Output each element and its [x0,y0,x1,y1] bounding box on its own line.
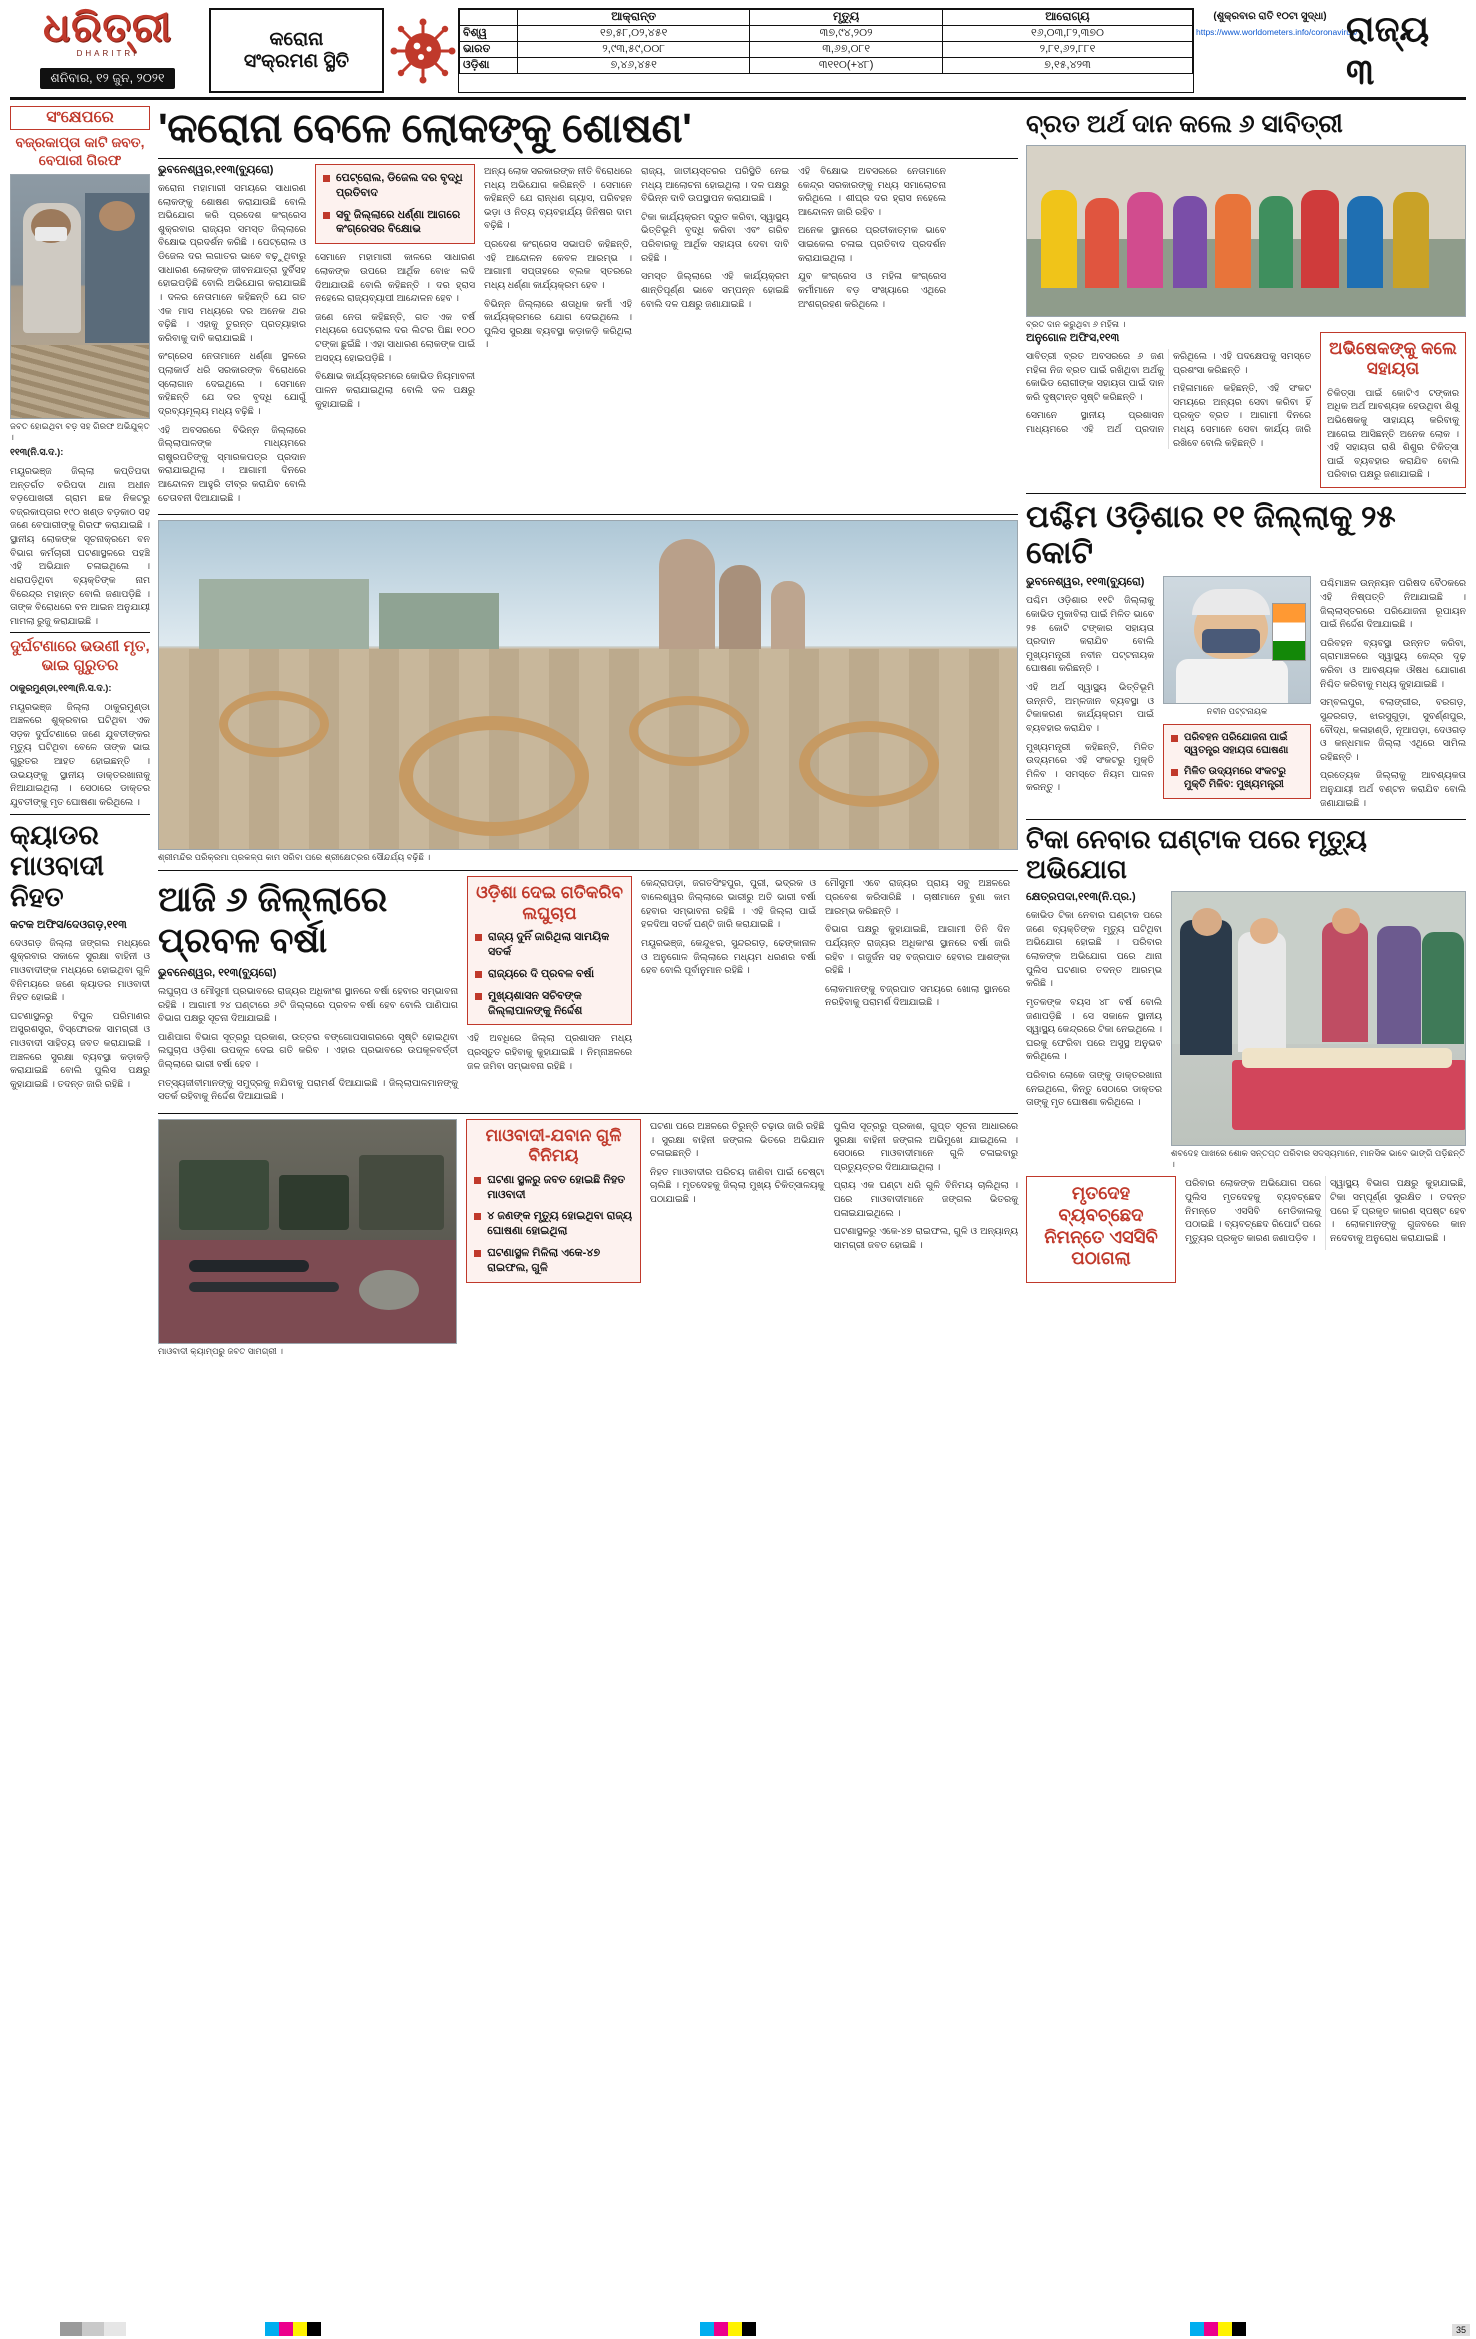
brief-title-1: ବଜ୍ରକାପ୍ତା କାଟି ଜବତ, ବେପାରୀ ଗିରଫ [15,134,145,168]
divider [158,514,1018,515]
vaccine-dateline: କ୍ଷେତ୍ରପଦା,୧୧୩(ନି.ପ୍ର.) [1026,891,1136,904]
rain-text-9: ଲୋକମାନଙ୍କୁ ବଜ୍ରପାତ ସମୟରେ ଖୋଲା ସ୍ଥାନରେ ନରହିବାକୁ ପରାମର୍ଶ ଦିଆଯାଇଛି । [825,982,1010,1008]
abhishek-box [1320,332,1466,488]
maoist-text-c: ପୁଲିସ ସୂତ୍ରରୁ ପ୍ରକାଶ, ଗୁପ୍ତ ସୂଚନା ଆଧାରରେ ସୁରକ୍ଷା ବାହିନୀ ଜଙ୍ଗଲ ଅଭିମୁଖେ ଯାଇଥିଲେ । ସେଠାରେ ମାଓବାଦୀମାନେ ଗୁଳି ଚଳାଇବାରୁ ପ୍ରତ୍ୟୁତ୍ତର ଦିଆଯାଇଥିଲା । [833,1119,1018,1172]
abhishek-body: ଚିକିତ୍ସା ପାଇଁ କୋଟିଏ ଟଙ୍କାର ଅଧିକ ଅର୍ଥ ଆବଶ୍ୟକ ହେଉଥିବା ଶିଶୁ ଅଭିଷେକକୁ ସାହାଯ୍ୟ କରିବାକୁ ଆଗେଇ ଆସିଛନ୍ତି ଅନେକ ଲୋକ । ଏହି ସହାୟତା ରାଶି ଶିଶୁର ଚିକିତ୍ସା ପାଇଁ ବ୍ୟବହାର କରାଯିବ ବୋଲି ପରିବାର ପକ୍ଷରୁ ଜଣାଯାଇଛି । [1327,386,1459,480]
savitri-photo-caption: ବ୍ରତ ଦାନ କରୁଥିବା ୬ ମହିଳା । [1026,318,1126,329]
stats-row0-v2: ୧୬,୦୩,୮୨,୩୭୦ [942,26,1192,42]
stats-row2-label: ଓଡ଼ିଶା [460,58,518,74]
rain-box-title: ଓଡ଼ିଶା ଦେଇ ଗତିକରିବ ଲଘୁଚାପ [476,883,623,923]
maoist-photo-col [158,1119,457,1359]
vaccine-text-5: ସ୍ୱାସ୍ଥ୍ୟ ବିଭାଗ ପକ୍ଷରୁ କୁହାଯାଇଛି, ଟିକା ସମ୍ପୂର୍ଣ୍ଣ ସୁରକ୍ଷିତ । ତଦନ୍ତ ପରେ ହିଁ ପ୍ରକୃତ କାରଣ ସ୍ପଷ୍ଟ ହେବ । ଲୋକମାନଙ୍କୁ ଗୁଜବରେ କାନ ନଦେବାକୁ ଅନୁରୋଧ କରାଯାଇଛି । [1330,1177,1466,1243]
lead-col-4 [641,164,789,509]
lead-text-13: ଏହି ବିକ୍ଷୋଭ ଅବସରରେ ନେତାମାନେ କେନ୍ଦ୍ର ସରକାରଙ୍କୁ ମଧ୍ୟ ସମାଲୋଚନା କରିଥିଲେ । ଶୀଘ୍ର ଦର ହ୍ରାସ ନହେଲେ ଆନ୍ଦୋଳନ ଜାରି ରହିବ । [798,164,946,217]
brief-body-1 [10,445,150,627]
vaccine-more-col [1185,1176,1466,1282]
lead-dateline: ଭୁବନେଶ୍ୱର,୧୧୩(ବ୍ୟୁରୋ) [158,163,274,176]
savitri-headline: ବ୍ରତ ଅର୍ଥ ଦାନ କଲେ ୬ ସାବିତ୍ରୀ [1026,110,1343,138]
scb-box-col [1026,1176,1176,1282]
brief-text-2: ମୟୂରଭଞ୍ଜ ଜିଲ୍ଲା ଠାକୁରମୁଣ୍ଡା ଅଞ୍ଚଳରେ ଶୁକ୍ରବାର ଘଟିଥିବା ଏକ ସଡ଼କ ଦୁର୍ଘଟଣାରେ ଜଣେ ଯୁବତୀଙ୍କର ମୃତ୍ୟୁ ଘଟିଥିବା ବେଳେ ତାଙ୍କ ଭାଇ ଗୁରୁତର ଆହତ ହୋଇଛନ୍ତି । ଉଭୟଙ୍କୁ ସ୍ଥାନୀୟ ଡାକ୍ତରଖାନାକୁ ନିଆଯାଇଥିଲା । ସେଠାରେ ଡାକ୍ତର ଯୁବତୀଙ୍କୁ ମୃତ ଘୋଷଣା କରିଥିଲେ । [10,700,150,807]
vaccine-photo [1171,891,1466,1146]
list-item: ମୁଖ୍ୟଶାସନ ସଚିବଙ୍କ ଜିଲ୍ଲାପାଳଙ୍କୁ ନିର୍ଦ୍ଦେଶ [475,989,624,1019]
west-odisha-text-7: ପ୍ରତ୍ୟେକ ଜିଲ୍ଲାକୁ ଆବଶ୍ୟକତା ଅନୁଯାୟୀ ଅର୍ଥ ବଣ୍ଟନ କରାଯିବ ବୋଲି ଜଣାଯାଇଛି । [1320,769,1466,808]
table-row [460,42,1193,58]
maoist-box-col [466,1119,641,1359]
divider [10,814,150,815]
list-item: ରାଜ୍ୟ ଦୁନିଁ ଜାରିଥିଲା ସାମୟିକ ସତର୍କ [475,930,624,960]
vaccine-text-2: ମୃତକଙ୍କ ବୟସ ୪୮ ବର୍ଷ ବୋଲି ଜଣାପଡ଼ିଛି । ସେ ସକାଳେ ସ୍ଥାନୀୟ ସ୍ୱାସ୍ଥ୍ୟ କେନ୍ଦ୍ରରେ ଟିକା ନେଇଥିଲେ । ଘରକୁ ଫେରିବା ପରେ ଅସୁସ୍ଥ ଅନୁଭବ କରିଥିଲେ । [1026,995,1162,1062]
vaccine-photo-caption: ଶବଦେହ ପାଖରେ ଶୋକ ସନ୍ତପ୍ତ ପରିବାର ସଦସ୍ୟମାନେ, ମାନସିକ ଭାବେ ଭାଙ୍ଗି ପଡ଼ିଛନ୍ତି । [1171,1148,1466,1170]
scb-title: ମୃତଦେହ ବ୍ୟବଚ୍ଛେଦ ନିମନ୍ତେ ଏସସିବି ପଠାଗଲା [1044,1183,1158,1269]
lead-text-4: ସେମାନେ ମହାମାରୀ କାଳରେ ସାଧାରଣ ଲୋକଙ୍କ ଉପରେ ଆର୍ଥିକ ବୋଝ ଲଦି ଦିଆଯାଉଛି ବୋଲି କହିଛନ୍ତି । ଦର ହ୍ରାସ ନହେଲେ ରାଜ୍ୟବ୍ୟାପୀ ଆନ୍ଦୋଳନ ହେବ । [315,251,475,304]
maoist-photo-caption: ମାଓବାଦୀ କ୍ୟାମ୍ପରୁ ଜବତ ସାମଗ୍ରୀ । [158,1345,284,1356]
rain-text-5: କେନ୍ଦ୍ରାପଡ଼ା, ଜଗତସିଂହପୁର, ପୁରୀ, ଭଦ୍ରକ ଓ ବାଲେଶ୍ୱର ଜିଲ୍ଲାରେ ଭାରୀରୁ ଅତି ଭାରୀ ବର୍ଷା ହେବାର ସମ୍ଭାବନା ରହିଛି । ଏହି ଜିଲ୍ଲା ପାଇଁ ହଳଦିଆ ସତର୍କ ଘଣ୍ଟି ଜାରି କରାଯାଇଛି । [641,877,816,930]
worldometer-link[interactable]: https://www.worldometers.info/coronavirus/ [1196,26,1358,37]
abhishek-box-col [1320,332,1466,488]
masthead [10,5,1466,100]
list-item: ମିଳିତ ଉଦ୍ୟମରେ ସଂକଟରୁ ମୁକ୍ତି ମିଳିବ: ମୁଖ୍ୟମନ୍ତ୍ରୀ [1171,765,1303,792]
stats-row0-v0: ୧୭,୫୮,୦୨,୪୫୧ [518,26,750,42]
divider [1026,493,1466,494]
lead-body-2 [315,250,475,410]
west-odisha-body [1026,593,1154,794]
corona-title-line2: ସଂକ୍ରମଣ ସ୍ଥିତି [243,50,350,72]
publication-date: ଶନିବାର, ୧୨ ଜୁନ, ୨୦୨୧ [40,68,174,89]
maoist-col-3 [650,1119,825,1359]
lead-col-1 [158,164,306,509]
savitri-photo [1026,145,1466,317]
rain-text-2: ପାଣିପାଗ ବିଭାଗ ସୂତ୍ରରୁ ପ୍ରକାଶ, ଉତ୍ତର ବଙ୍ଗୋପସାଗରରେ ସୃଷ୍ଟି ହୋଇଥିବା ଲଘୁଚାପ ଓଡ଼ିଶା ଉପକୂଳ ଦେଇ ଗତି କରିବ । ଏହାର ପ୍ରଭାବରେ ଉପକୂଳବର୍ତ୍ତୀ ଜିଲ୍ଲାରେ ଭାରୀ ବର୍ଷା ହେବ । [158,1030,458,1070]
newspaper-logo [10,5,205,93]
lead-text: କରୋନା ମହାମାରୀ ସମୟରେ ସାଧାରଣ ଲୋକଙ୍କୁ ଶୋଷଣ କରାଯାଉଛି ବୋଲି ଅଭିଯୋଗ କରି ପ୍ରଦେଶ କଂଗ୍ରେସ ଶୁକ୍ରବାର ରାଜ୍ୟର ସମସ୍ତ ଜିଲ୍ଲାରେ ବିକ୍ଷୋଭ ପ୍ରଦର୍ଶନ କରିଛି । ପେଟ୍ରୋଲ ଓ ଡିଜେଲ ଦର ଲଗାତର ଭାବେ ବଢ଼ୁଥିବାରୁ ସାଧାରଣ ଲୋକଙ୍କ ଜୀବନଯାତ୍ରା ଦୁର୍ବିସହ ହୋଇପଡ଼ିଛି ବୋଲି ଅଭିଯୋଗ କରାଯାଇଛି । ଦଳର ନେତାମାନେ କହିଛନ୍ତି ଯେ ଗତ ଏକ ମାସ ମଧ୍ୟରେ ଦର ଅନେକ ଥର ବଢ଼ିଛି । ଏହାକୁ ତୁରନ୍ତ ପ୍ରତ୍ୟାହାର କରିବାକୁ ଦାବି କରାଯାଇଛି । [158,181,306,343]
stats-row0-v1: ୩୭,୯୪,୨୦୨ [750,26,943,42]
divider [10,632,150,633]
lead-text-10: ରାଜ୍ୟ, ଜାତୀୟସ୍ତରର ପରିସ୍ଥିତି ନେଇ ମଧ୍ୟ ଆଲୋଚନା ହୋଇଥିଲା । ଦଳ ପକ୍ଷରୁ ବିଭିନ୍ନ ଦାବି ଉପସ୍ଥାପନ କରାଯାଇଛି । [641,164,789,204]
west-odisha-text-4: ପଶ୍ଚିମାଞ୍ଚଳ ଉନ୍ନୟନ ପରିଷଦ ବୈଠକରେ ଏହି ନିଷ୍ପତ୍ତି ନିଆଯାଇଛି । ଜିଲ୍ଲାସ୍ତରରେ ପରିଯୋଜନା ରୂପାୟନ ପାଇଁ ନିର୍ଦ୍ଦେଶ ଦିଆଯାଇଛି । [1320,577,1466,630]
list-item: ପେଟ୍ରୋଲ, ଡିଜେଲ ଦର ବୃଦ୍ଧି ପ୍ରତିବାଦ [323,171,467,201]
lead-col-3 [484,164,632,509]
cmyk-bar-3 [1190,2322,1246,2336]
worldometer-source [1194,8,1358,93]
list-item: ଘଟଣାସ୍ଥଳ ମିଳିଲା ଏକେ-୪୭ ରାଇଫଲ, ଗୁଳି [474,1246,633,1276]
briefs-heading: ସଂକ୍ଷେପରେ [10,106,150,130]
cm-photo [1163,576,1311,704]
rain-col-3 [641,876,816,1108]
page-body [10,106,1466,1359]
divider [158,870,1018,871]
list-item: ପରିବହନ ପରିଯୋଜନା ପାଇଁ ସ୍ୱତନ୍ତ୍ର ସହାୟତା ଘୋଷଣା [1171,731,1303,758]
stats-row2-v0: ୭,୪୬,୪୫୧ [518,58,750,74]
west-odisha-text-col [1026,576,1154,814]
maoist-text: ଦେଓଗଡ଼ ଜିଲ୍ଲା ଜଙ୍ଗଲ ମଧ୍ୟରେ ଶୁକ୍ରବାର ସକାଳେ ସୁରକ୍ଷା ବାହିନୀ ଓ ମାଓବାଦୀଙ୍କ ମଧ୍ୟରେ ହୋଇଥିବା ଗୁଳି ବିନିମୟରେ ଜଣେ କ୍ୟାଡର ମାଓବାଦୀ ନିହତ ହୋଇଛି । [10,936,150,1003]
savitri-text: ସାବିତ୍ରୀ ବ୍ରତ ଅବସରରେ ୬ ଜଣ ମହିଳା ନିଜ ବ୍ରତ ପାଇଁ ରଖିଥିବା ଅର୍ଥକୁ କୋଭିଡ ରୋଗୀଙ୍କ ସହାୟତା ପାଇଁ ଦାନ କରି ଦୃଷ୍ଟାନ୍ତ ସୃଷ୍ଟି କରିଛନ୍ତି । [1026,349,1164,402]
center-column [158,106,1018,1359]
list-item: ରାଜ୍ୟରେ ଦି ପ୍ରବଳ ବର୍ଷା [475,967,624,982]
vaccine-body [1026,908,1162,1109]
lead-bullet-box [315,164,475,244]
west-odisha-text-2: ଏହି ଅର୍ଥ ସ୍ୱାସ୍ଥ୍ୟ ଭିତ୍ତିଭୂମି ଉନ୍ନତି, ଅମ୍ଳଜାନ ବ୍ୟବସ୍ଥା ଓ ଟିକାକରଣ କାର୍ଯ୍ୟକ୍ରମ ପାଇଁ ବ୍ୟବହାର କରାଯିବ । [1026,681,1154,733]
vaccine-text-4: ପରିବାର ଲୋକଙ୍କ ଅଭିଯୋଗ ପରେ ପୁଲିସ ମୃତଦେହକୁ ବ୍ୟବଚ୍ଛେଦ ନିମନ୍ତେ ଏସସିବି ମେଡିକାଲକୁ ପଠାଇଛି । ବ୍ୟବଚ୍ଛେଦ ରିପୋର୍ଟ ପରେ ମୃତ୍ୟୁର ପ୍ରକୃତ କାରଣ ଜଣାପଡ଼ିବ । [1185,1177,1321,1243]
temple-photo-caption: ଶ୍ରୀମନ୍ଦିର ପରିକ୍ରମା ପ୍ରକଳ୍ପ କାମ ସରିବା ପରେ ଶ୍ରୀକ୍ଷେତ୍ରର ସୌନ୍ଦର୍ଯ୍ୟ ବଢ଼ିଛି । [158,852,431,863]
rain-left [158,876,458,1108]
flag-icon [1272,603,1306,661]
lead-body-1 [158,181,306,504]
stats-row2-v1: ୩୧୧୦(+୪୮) [750,58,943,74]
logo-subtext: DHARITRI [76,49,139,58]
scb-box [1026,1176,1176,1282]
lead-text-12: ସମସ୍ତ ଜିଲ୍ଲାରେ ଏହି କାର୍ଯ୍ୟକ୍ରମ ଶାନ୍ତିପୂର୍ଣ୍ଣ ଭାବେ ସମ୍ପନ୍ନ ହୋଇଛି ବୋଲି ଦଳ ପକ୍ଷରୁ ଜଣାଯାଇଛି । [641,270,789,309]
stats-row1-v2: ୨,୮୧,୬୨,୮୮୧ [942,42,1192,58]
virus-icon [388,8,458,93]
rain-dateline: ଭୁବନେଶ୍ୱର, ୧୧୩(ବ୍ୟୁରୋ) [158,966,277,979]
maoist-body-left [10,936,150,1091]
stats-row1-label: ଭାରତ [460,42,518,58]
list-item: ଘଟଣା ସ୍ଥଳରୁ ଜବତ ହୋଇଛି ନିହତ ମାଓବାଦୀ [474,1173,633,1203]
maoist-box-title: ମାଓବାଦୀ-ଯବାନ ଗୁଳି ବିନିମୟ [485,1125,622,1166]
maoist-text-extra: ଘଟଣାସ୍ଥଳରୁ ବିପୁଳ ପରିମାଣର ଅସ୍ତ୍ରଶସ୍ତ୍ର, ବିସ୍ଫୋରକ ସାମଗ୍ରୀ ଓ ମାଓବାଦୀ ସାହିତ୍ୟ ଜବତ କରାଯାଇଛି । ଅଞ୍ଚଳରେ ସୁରକ୍ଷା ବ୍ୟବସ୍ଥା କଡ଼ାକଡ଼ି କରାଯାଇଛି ବୋଲି ପୁଲିସ ପକ୍ଷରୁ କୁହାଯାଇଛି । ତଦନ୍ତ ଜାରି ରହିଛି । [10,1009,150,1089]
west-odisha-text: ପଶ୍ଚିମ ଓଡ଼ିଶାର ୧୧ଟି ଜିଲ୍ଲାକୁ କୋଭିଡ ମୁକାବିଲା ପାଇଁ ମିଳିତ ଭାବେ ୨୫ କୋଟି ଟଙ୍କାର ସହାୟତା ପ୍ରଦାନ କରାଯିବ ବୋଲି ମୁଖ୍ୟମନ୍ତ୍ରୀ ନବୀନ ପଟ୍ଟନାୟକ ଘୋଷଣା କରିଛନ୍ତି । [1026,594,1154,674]
worldometer-note: (ଶୁକ୍ରବାର ରାତି ୧୦ଟା ସୁଦ୍ଧା) [1213,11,1327,22]
vaccine-headline: ଟିକା ନେବାର ଘଣ୍ଟାକ ପରେ ମୃତ୍ୟୁ ଅଭିଯୋଗ [1026,824,1367,885]
brief-text-1: ମୟୂରଭଞ୍ଜ ଜିଲ୍ଲା କପ୍ତିପଦା ଅନ୍ତର୍ଗତ ବରିପଦା ଥାନା ଅଧୀନ ବଡ଼ପୋଖରୀ ଗ୍ରାମ ଛକ ନିକଟରୁ ବଜ୍ରକାପ୍ତାର ୧୯୦ ଖଣ୍ଡ ବଡ଼କାଠ ସହ ଜଣେ ବେପାରୀଙ୍କୁ ଗିରଫ କରାଯାଇଛି । ସ୍ଥାନୀୟ ଲୋକଙ୍କ ସୂଚନାକ୍ରମେ ବନ ବିଭାଗ କର୍ମଚାରୀ ଘଟଣାସ୍ଥଳରେ ପହଞ୍ଚି ଏହି ଅଭିଯାନ ଚଳାଇଥିଲେ । ଧରାପଡ଼ିଥିବା ବ୍ୟକ୍ତିଙ୍କ ନାମ ବିରେନ୍ଦ୍ର ମହାନ୍ତ ବୋଲି ଜଣାପଡ଼ିଛି । ତାଙ୍କ ବିରୋଧରେ ବନ ଆଇନ ଅନୁଯାୟୀ ମାମଲା ରୁଜୁ କରାଯାଇଛି । [10,464,150,626]
cm-photo-col [1163,576,1311,814]
rain-box-col [467,876,632,1108]
section-label: ରାଜ୍ୟ ୩ [1346,7,1430,92]
temple-photo [158,520,1018,850]
stats-row2-v2: ୭,୧୫,୪୨୩ [942,58,1192,74]
covid-stats-table [458,8,1194,93]
lead-headline: 'କରୋନା ବେଳେ ଲୋକଙ୍କୁ ଶୋଷଣ' [158,105,692,151]
savitri-dateline: ଅନୁଗୋଳ ଅଫିସ,୧୧୩ [1026,331,1120,344]
rain-col-4 [825,876,1010,1108]
vaccine-text: କୋଭିଡ ଟିକା ନେବାର ଘଣ୍ଟାକ ପରେ ଜଣେ ବ୍ୟକ୍ତିଙ୍କ ମୃତ୍ୟୁ ଘଟିଥିବା ଅଭିଯୋଗ ହୋଇଛି । ପରିବାର ଲୋକଙ୍କ ଅଭିଯୋଗ ପରେ ଥାନା ପୁଲିସ ଘଟଣାର ତଦନ୍ତ ଆରମ୍ଭ କରିଛି । [1026,909,1162,989]
brief-dateline-2: ଠାକୁରମୁଣ୍ଡା,୧୧୩(ନି.ସ.ଦ.): [10,681,112,693]
west-odisha-dateline: ଭୁବନେଶ୍ୱର, ୧୧୩(ବ୍ୟୁରୋ) [1026,576,1145,589]
brief-title-2: ଦୁର୍ଘଟଣାରେ ଭଉଣୀ ମୃତ, ଭାଇ ଗୁରୁତର [10,638,150,675]
rain-headline: ଆଜି ୬ ଜିଲ୍ଲାରେ ପ୍ରବଳ ବର୍ଷା [158,880,388,960]
savitri-text-col [1026,332,1311,488]
corona-status-title [209,8,384,93]
brief-dateline-1: ୧୧୩(ନି.ସ.ଦ.): [10,446,64,458]
west-odisha-col-3 [1320,576,1466,814]
print-registration-bar [0,2317,1476,2339]
west-odisha-text-3: ମୁଖ୍ୟମନ୍ତ୍ରୀ କହିଛନ୍ତି, ମିଳିତ ଉଦ୍ୟମରେ ଏହି ସଂକଟରୁ ମୁକ୍ତି ମିଳିବ । ସମସ୍ତେ ନିୟମ ପାଳନ କରନ୍ତୁ । [1026,740,1154,793]
west-odisha-bullet-box [1163,724,1311,799]
corona-title-line1: କରୋନା [269,28,324,50]
maoist-text-a: ଘଟଣା ପରେ ଅଞ୍ଚଳରେ ଚିରୁନ୍ତି ଚଢ଼ାଉ ଜାରି ରହିଛି । ସୁରକ୍ଷା ବାହିନୀ ଜଙ୍ଗଲ ଭିତରେ ଅଭିଯାନ ଚଳାଇଛନ୍ତି । [649,1119,825,1159]
brief-photo-1 [10,174,150,419]
left-column [10,106,150,1359]
lead-text-9: ବିଭିନ୍ନ ଜିଲ୍ଲାରେ ଶତାଧିକ କର୍ମୀ ଏହି କାର୍ଯ୍ୟକ୍ରମରେ ଯୋଗ ଦେଇଥିଲେ । ପୁଲିସ ସୁରକ୍ଷା ବ୍ୟବସ୍ଥା କଡ଼ାକଡ଼ି କରିଥିଲା । [484,297,632,350]
rain-text-7: ମୌସୁମୀ ଏବେ ରାଜ୍ୟର ପ୍ରାୟ ସବୁ ଅଞ୍ଚଳରେ ପ୍ରବେଶ କରିସାରିଛି । ଚାଷୀମାନେ ବୁଣା କାମ ଆରମ୍ଭ କରିଛନ୍ତି । [825,877,1010,916]
lead-text-15: ଯୁବ କଂଗ୍ରେସ ଓ ମହିଳା କଂଗ୍ରେସ କର୍ମୀମାନେ ବଡ଼ ସଂଖ୍ୟାରେ ଏଥିରେ ଅଂଶଗ୍ରହଣ କରିଥିଲେ । [798,270,946,309]
rain-text-8: ବିଭାଗ ପକ୍ଷରୁ କୁହାଯାଇଛି, ଆଗାମୀ ତିନି ଦିନ ପର୍ଯ୍ୟନ୍ତ ରାଜ୍ୟର ଅଧିକାଂଶ ସ୍ଥାନରେ ବର୍ଷା ଜାରି ରହିବ । ଗଜୁର୍ଜନ ସହ ବଜ୍ରପାତ ହେବାର ଆଶଙ୍କା ରହିଛି । [825,923,1010,976]
maoist-text-d: ପ୍ରାୟ ଏକ ଘଣ୍ଟା ଧରି ଗୁଳି ବିନିମୟ ଚାଲିଥିଲା । ପରେ ମାଓବାଦୀମାନେ ଜଙ୍ଗଲ ଭିତରକୁ ପଳାଇଯାଇଥିଲେ । [833,1179,1018,1218]
savitri-text-2: ସେମାନେ ସ୍ଥାନୀୟ ପ୍ରଶାସନ ମାଧ୍ୟମରେ ଏହି ଅର୍ଥ ପ୍ରଦାନ କରିଥିଲେ । ଏହି ପଦକ୍ଷେପକୁ ସମସ୍ତେ ପ୍ରଶଂସା କରିଛନ୍ତି । [1026,349,1311,435]
vaccine-text-col [1026,891,1162,1172]
divider [1026,819,1466,820]
maoist-col-4 [833,1119,1018,1359]
brief-body-2 [10,681,150,809]
rain-text-4: ଏହି ଅବଧିରେ ଜିଲ୍ଲା ପ୍ରଶାସନ ମଧ୍ୟ ପ୍ରସ୍ତୁତ ରହିବାକୁ କୁହାଯାଇଛି । ନିମ୍ନାଞ୍ଚଳରେ ଜଳ ଜମିବା ସମ୍ଭାବନା ରହିଛି । [467,1032,632,1071]
list-item: ୪ ଜଣଙ୍କ ମୃତ୍ୟୁ ହୋଇଥିବା ରାଜ୍ୟ ଘୋଷଣା ହୋଇଥିଲା [474,1209,633,1239]
vaccine-photo-col [1171,891,1466,1172]
lead-text-8: ପ୍ରଦେଶ କଂଗ୍ରେସ ସଭାପତି କହିଛନ୍ତି, ଏହି ଆନ୍ଦୋଳନ କେବଳ ଆରମ୍ଭ । ଆଗାମୀ ସପ୍ତାହରେ ବ୍ଲକ ସ୍ତରରେ ମଧ୍ୟ ଧର୍ଣ୍ଣା କାର୍ଯ୍ୟକ୍ରମ ହେବ । [484,238,632,290]
west-odisha-text-5: ପରିବହନ ବ୍ୟବସ୍ଥା ଉନ୍ନତ କରିବା, ଗ୍ରାମାଞ୍ଚଳରେ ସ୍ୱାସ୍ଥ୍ୟ କେନ୍ଦ୍ର ଦୃଢ଼ କରିବା ଓ ଆବଶ୍ୟକ ଔଷଧ ଯୋଗାଣ ନିଶ୍ଚିତ କରିବାକୁ ମଧ୍ୟ କୁହାଯାଇଛି । [1320,636,1466,689]
stats-row1-v0: ୨,୯୩,୫୯,୦୦୮ [518,42,750,58]
divider [158,1113,1018,1114]
lead-text-5: ଜଣେ ନେତା କହିଛନ୍ତି, ଗତ ଏକ ବର୍ଷ ମଧ୍ୟରେ ପେଟ୍ରୋଲ ଦର ଲିଟର ପିଛା ୧୦୦ ଟଙ୍କା ଛୁଇଁଛି । ଏହା ସାଧାରଣ ଲୋକଙ୍କ ପାଇଁ ଅସହ୍ୟ ହୋଇପଡ଼ିଛି । [315,310,475,363]
cm-photo-caption: ନବୀନ ପଟ୍ଟନାୟକ [1206,706,1268,717]
lead-col-5 [798,164,946,509]
rain-text-6: ମୟୂରଭଞ୍ଜ, କେନ୍ଦୁଝର, ସୁନ୍ଦରଗଡ଼, ଢେଙ୍କାନାଳ ଓ ଅନୁଗୋଳ ଜିଲ୍ଲାରେ ମଧ୍ୟମ ଧରଣର ବର୍ଷା ହେବ ବୋଲି ପୂର୍ବାନୁମାନ ରହିଛି । [641,936,816,976]
vaccine-text-3: ପରିବାର ଲୋକେ ତାଙ୍କୁ ଡାକ୍ତରଖାନା ନେଇଥିଲେ, କିନ୍ତୁ ସେଠାରେ ଡାକ୍ତର ତାଙ୍କୁ ମୃତ ଘୋଷଣା କରିଥିଲେ । [1026,1069,1162,1108]
cmyk-bar-1 [265,2322,321,2336]
abhishek-title: ଅଭିଷେକଙ୍କୁ କଲେ ସହାୟତା [1329,338,1457,379]
lead-text-3: ଏହି ଅବସରରେ ବିଭିନ୍ନ ଜିଲ୍ଲାରେ ଜିଲ୍ଲାପାଳଙ୍କ ମାଧ୍ୟମରେ ରାଷ୍ଟ୍ରପତିଙ୍କୁ ସ୍ମାରକପତ୍ର ପ୍ରଦାନ କରାଯାଇଥିଲା । ଆଗାମୀ ଦିନରେ ଆନ୍ଦୋଳନ ଆହୁରି ତୀବ୍ର କରାଯିବ ବୋଲି ଚେତାବନୀ ଦିଆଯାଇଛି । [158,423,306,503]
maoist-photo [158,1119,457,1344]
savitri-text-3: ମହିଳାମାନେ କହିଛନ୍ତି, ଏହି ସଂକଟ ସମୟରେ ଅନ୍ୟର ସେବା କରିବା ହିଁ ପ୍ରକୃତ ବ୍ରତ । ଆଗାମୀ ଦିନରେ ମଧ୍ୟ ସେମାନେ ସେବା କାର୍ଯ୍ୟ ଜାରି ରଖିବେ ବୋଲି କହିଛନ୍ତି । [1173,382,1311,448]
stats-col-0 [460,10,518,26]
list-item: ସବୁ ଜିଲ୍ଲାରେ ଧର୍ଣ୍ଣା ଆଗରେ କଂଗ୍ରେସର ବିକ୍ଷୋଭ [323,208,467,238]
maoist-dateline: କଟକ ଅଫିସ/ଦେଓଗଡ଼,୧୧୩ [10,918,127,931]
rain-text-3: ମତ୍ସ୍ୟଜୀବୀମାନଙ୍କୁ ସମୁଦ୍ରକୁ ନଯିବାକୁ ପରାମର୍ଶ ଦିଆଯାଇଛି । ଜିଲ୍ଲାପାଳମାନଙ୍କୁ ସତର୍କ ରହିବାକୁ ନିର୍ଦ୍ଦେଶ ଦିଆଯାଇଛି । [158,1076,458,1102]
page-marker: 35 [1452,2324,1470,2336]
right-column [1026,106,1466,1359]
grey-scale-bar [60,2322,126,2336]
brief-photo-1-caption: ଜବତ ହୋଇଥିବା ବଡ଼ ସହ ଗିରଫ ଅଭିଯୁକ୍ତ । [10,421,150,443]
west-odisha-headline: ପଶ୍ଚିମ ଓଡ଼ିଶାର ୧୧ ଜିଲ୍ଲାକୁ ୨୫ କୋଟି [1026,499,1396,570]
west-odisha-text-6: ସମ୍ବଲପୁର, ବଲାଙ୍ଗୀର, ବରଗଡ଼, ସୁନ୍ଦରଗଡ଼, ଝାରସୁଗୁଡ଼ା, ସୁବର୍ଣ୍ଣପୁର, ବୌଦ୍ଧ, କଳାହାଣ୍ଡି, ନୂଆପଡ଼ା, ଦେଓଗଡ଼ ଓ କନ୍ଧମାଳ ଜିଲ୍ଲା ଏଥିରେ ସାମିଲ ରହିଛନ୍ତି । [1320,696,1466,762]
maoist-text-b: ନିହତ ମାଓବାଦୀର ପରିଚୟ ଜାଣିବା ପାଇଁ ଚେଷ୍ଟା ଚାଲିଛି । ମୃତଦେହକୁ ଜିଲ୍ଲା ମୁଖ୍ୟ ଚିକିତ୍ସାଳୟକୁ ପଠାଯାଇଛି । [649,1165,825,1205]
maoist-headline: କ୍ୟାଡର ମାଓବାଦୀ ନିହତ [10,819,104,912]
stats-header-row [460,10,1193,26]
lead-text-14: ଅନେକ ସ୍ଥାନରେ ପ୍ରତୀକାତ୍ମକ ଭାବେ ସାଇକେଲ ଚଳାଇ ପ୍ରତିବାଦ ପ୍ରଦର୍ଶନ କରାଯାଇଥିଲା । [798,224,946,263]
cmyk-bar-2 [700,2322,756,2336]
maoist-bullet-box [466,1119,641,1283]
divider [158,158,1018,159]
lead-text-6: ବିକ୍ଷୋଭ କାର୍ଯ୍ୟକ୍ରମରେ କୋଭିଡ ନିୟମାବଳୀ ପାଳନ କରାଯାଇଥିଲା ବୋଲି ଦଳ ପକ୍ଷରୁ କୁହାଯାଇଛି । [315,370,475,409]
lead-text-7: ଅନ୍ୟ ଲୋକ ସରକାରଙ୍କ ନୀତି ବିରୋଧରେ ମଧ୍ୟ ଅଭିଯୋଗ କରିଛନ୍ତି । ସେମାନେ କହିଛନ୍ତି ଯେ ରାନ୍ଧଣ ଗ୍ୟାସ, ପରିବହନ ଭଡ଼ା ଓ ନିତ୍ୟ ବ୍ୟବହାର୍ଯ୍ୟ ଜିନିଷର ଦାମ ବଢ଼ିଛି । [484,164,632,231]
rain-bullet-box [467,876,632,1025]
stats-row0-label: ବିଶ୍ୱ [460,26,518,42]
lead-bullets-col [315,164,475,509]
stats-col-1: ଆକ୍ରାନ୍ତ [518,10,750,26]
savitri-body [1026,349,1311,449]
rain-body [158,984,458,1103]
stats-col-3: ଆରୋଗ୍ୟ [942,10,1192,26]
maoist-text-e: ଘଟଣାସ୍ଥଳରୁ ଏକେ-୪୭ ରାଇଫଲ, ଗୁଳି ଓ ଅନ୍ୟାନ୍ୟ ସାମଗ୍ରୀ ଜବତ ହୋଇଛି । [833,1225,1018,1250]
lead-text-11: ଟିକା କାର୍ଯ୍ୟକ୍ରମ ଦ୍ରୁତ କରିବା, ସ୍ୱାସ୍ଥ୍ୟ ଭିତ୍ତିଭୂମି ବୃଦ୍ଧି କରିବା ଏବଂ ଗରିବ ପରିବାରକୁ ଆର୍ଥିକ ସହାୟତା ଦେବା ଦାବି ରହିଛି । [641,210,789,263]
table-row [460,26,1193,42]
rain-text: ଲଘୁଚାପ ଓ ମୌସୁମୀ ପ୍ରଭାବରେ ରାଜ୍ୟର ଅଧିକାଂଶ ସ୍ଥାନରେ ବର୍ଷା ହେବାର ସମ୍ଭାବନା ରହିଛି । ଆଗାମୀ ୨୪ ଘଣ୍ଟାରେ ୬ଟି ଜିଲ୍ଲାରେ ପ୍ରବଳ ବର୍ଷା ହେବ ବୋଲି ପାଣିପାଗ ବିଭାଗ ପକ୍ଷରୁ ସୂଚନା ଦିଆଯାଇଛି । [158,984,458,1024]
stats-col-2: ମୃତ୍ୟୁ [750,10,943,26]
logo-text: ଧରିତ୍ରୀ [43,5,172,50]
table-row [460,58,1193,74]
lead-text-2: କଂଗ୍ରେସ ନେତାମାନେ ଧର୍ଣ୍ଣା ସ୍ଥଳରେ ପ୍ଲାକାର୍ଡ ଧରି ସରକାରଙ୍କ ବିରୋଧରେ ସ୍ଲୋଗାନ ଦେଇଥିଲେ । ସେମାନେ କହିଛନ୍ତି ଯେ ଦର ବୃଦ୍ଧି ଯୋଗୁଁ ଦ୍ରବ୍ୟମୂଲ୍ୟ ମଧ୍ୟ ବଢ଼ିଛି । [158,350,306,416]
stats-row1-v1: ୩,୬୭,୦୮୧ [750,42,943,58]
